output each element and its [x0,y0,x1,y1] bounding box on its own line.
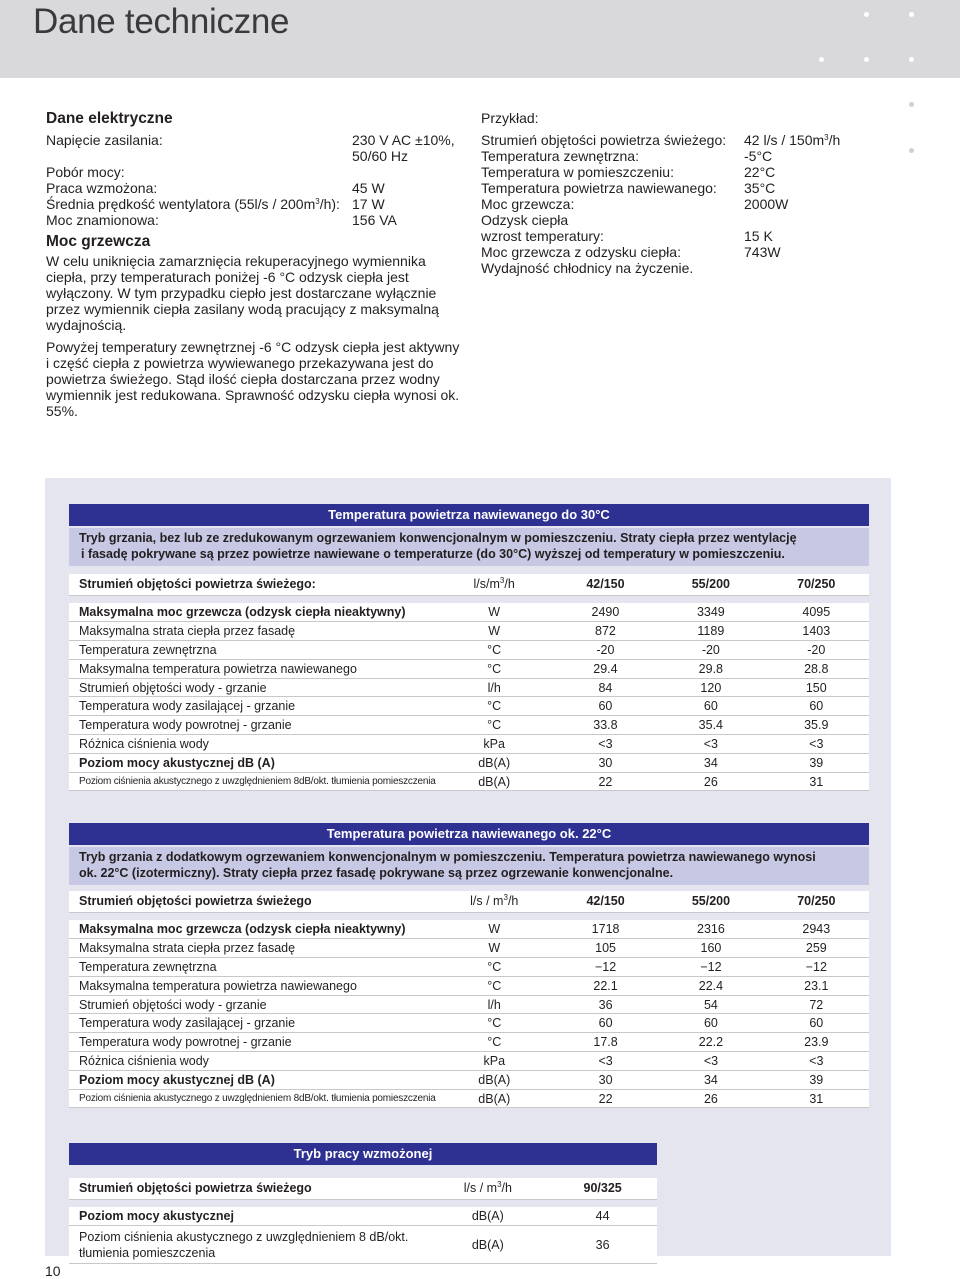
section-title: Tryb pracy wzmożonej [69,1143,657,1165]
row-value: 22.4 [658,976,763,995]
column-header-name: Strumień objętości powietrza świeżego [69,1178,427,1199]
decor-dot [909,148,914,153]
row-label: Różnica ciśnienia wody [69,735,436,754]
rated-label: Moc znamionowa: [46,212,159,228]
row-value: 60 [553,697,658,716]
row-value: 105 [553,939,658,958]
row-label: Poziom mocy akustycznej [69,1207,427,1226]
row-unit: dB(A) [436,753,553,772]
row-unit: dB(A) [436,772,553,791]
row-value: 36 [553,995,658,1014]
row-label: Temperatura wody zasilającej - grzanie [69,697,436,716]
row-label-line: Poziom ciśnienia akustycznego z uwzględnieniem 8 dB/okt. [79,1229,409,1244]
example-label: Temperatura powietrza nawiewanego: [481,180,717,196]
row-unit: °C [436,1033,553,1052]
row-label: Maksymalna strata ciepła przez fasadę [69,939,436,958]
example-value: 15 K [744,228,773,244]
example-label: Strumień objętości powietrza świeżego: [481,132,727,148]
row-value: 22 [553,1089,658,1108]
row-label: Maksymalna moc grzewcza (odzysk ciepła nieaktywny) [69,603,436,622]
row-label: Różnica ciśnienia wody [69,1052,436,1071]
table-spacer [69,912,869,920]
example-row [481,180,901,196]
table-header-row [69,891,869,912]
example-label: Moc grzewcza z odzysku ciepła: [481,244,681,260]
section-description-line: Tryb grzania, bez lub ze zredukowanym ogrzewaniem konwencjonalnym w pomieszczeniu. Straty ciepła przez wentylację [79,531,797,545]
row-value: <3 [764,735,869,754]
row-value: 60 [764,697,869,716]
row-value: 34 [658,753,763,772]
row-label: Maksymalna strata ciepła przez fasadę [69,622,436,641]
row-value: 1718 [553,920,658,939]
row-value: 54 [658,995,763,1014]
row-value: 30 [553,1070,658,1089]
row-value: 17.8 [553,1033,658,1052]
example-value: 2000W [744,196,789,212]
decor-dot [909,57,914,62]
boost-row [46,180,466,196]
section-title: Temperatura powietrza nawiewanego do 30°C [69,504,869,526]
table-spacer-cell [69,912,869,920]
section-supply-30c [69,504,869,791]
row-value: 29.4 [553,659,658,678]
table-spacer [69,595,869,603]
table-header-row [69,574,869,595]
section-title: Temperatura powietrza nawiewanego ok. 22°C [69,823,869,845]
row-unit: dB(A) [436,1089,553,1108]
row-value: 150 [764,678,869,697]
heater-heading: Moc grzewcza [46,233,151,250]
example-value: 743W [744,244,781,260]
row-value: 26 [658,772,763,791]
row-label: Temperatura wody zasilającej - grzanie [69,1014,436,1033]
avg-row [46,196,466,212]
example-label: Temperatura zewnętrzna: [481,148,639,164]
example-value: 35°C [744,180,776,196]
row-unit: °C [436,716,553,735]
column-header-value: 70/250 [764,891,869,912]
row-unit: dB(A) [427,1226,548,1264]
page-number: 10 [45,1263,61,1279]
row-value: −12 [764,958,869,977]
table-row [69,958,869,977]
example-section [481,110,901,276]
voltage-row [46,132,466,148]
row-unit: l/h [436,678,553,697]
data-table [69,1178,657,1264]
row-value: 1189 [658,622,763,641]
row-unit: °C [436,697,553,716]
row-label: Temperatura zewnętrzna [69,641,436,660]
table-row [69,735,869,754]
decor-dot [819,57,824,62]
row-value: 2490 [553,603,658,622]
row-label: Poziom ciśnienia akustycznego z uwzględnieniem 8dB/okt. tłumienia pomieszczenia [69,772,436,791]
row-unit: kPa [436,1052,553,1071]
row-value: <3 [764,1052,869,1071]
table-header-row [69,1178,657,1199]
column-header-value: 55/200 [658,891,763,912]
row-unit: °C [436,976,553,995]
row-value: 35.9 [764,716,869,735]
example-row [481,164,901,180]
row-value: <3 [658,1052,763,1071]
boost-value: 45 W [352,180,385,196]
row-label: Temperatura zewnętrzna [69,958,436,977]
row-value: 23.1 [764,976,869,995]
row-value: 26 [658,1089,763,1108]
power-row [46,164,466,180]
table-row [69,1226,657,1264]
row-label: Poziom mocy akustycznej dB (A) [69,753,436,772]
power-label: Pobór mocy: [46,164,125,180]
row-unit: W [436,920,553,939]
column-header-value: 70/250 [764,574,869,595]
table-row [69,716,869,735]
table-row [69,753,869,772]
electrical-heading: Dane elektryczne [46,110,173,127]
example-value: -5°C [744,148,773,164]
row-unit: W [436,622,553,641]
row-unit: °C [436,641,553,660]
heater-paragraph-2: Powyżej temperatury zewnętrznej -6 °C odzysk ciepła jest aktywny i część ciepła z powietrza wywiewanego przekazywana jest do powietrza świeżego. Stąd ilość ciepła dostarczana przez wodny wymiennik jest redukowana. Sprawność odzysku ciepła wynosi ok. 55%. [46,339,460,419]
row-value: 29.8 [658,659,763,678]
table-row [69,622,869,641]
column-header-name: Strumień objętości powietrza świeżego [69,891,436,912]
table-row [69,1070,869,1089]
column-header-value: 42/150 [553,891,658,912]
table-row [69,678,869,697]
decor-dot [909,12,914,17]
row-value: −12 [553,958,658,977]
table-row [69,976,869,995]
row-unit: dB(A) [427,1207,548,1226]
decor-dot [864,57,869,62]
row-label: Maksymalna temperatura powietrza nawiewanego [69,976,436,995]
example-rows [481,132,901,260]
row-value: 33.8 [553,716,658,735]
table-spacer-cell [69,1199,657,1207]
row-value: 84 [553,678,658,697]
row-label-line: tłumienia pomieszczenia [79,1245,216,1260]
row-label: Strumień objętości wody - grzanie [69,995,436,1014]
example-label: Temperatura w pomieszczeniu: [481,164,674,180]
column-header-value: 90/325 [548,1178,657,1199]
row-value: −12 [658,958,763,977]
row-value: 39 [764,1070,869,1089]
row-value: -20 [658,641,763,660]
row-value: 23.9 [764,1033,869,1052]
row-value: 36 [548,1226,657,1264]
section-description-line: ok. 22°C (izotermiczny). Straty ciepła przez fasadę pokrywane są przez ogrzewanie konwencjonalne. [79,865,674,880]
column-header-value: 42/150 [553,574,658,595]
row-value: 160 [658,939,763,958]
row-value: 60 [658,697,763,716]
column-header-name: Strumień objętości powietrza świeżego: [69,574,436,595]
example-row [481,148,901,164]
example-row [481,132,901,148]
row-unit: l/h [436,995,553,1014]
row-value: <3 [658,735,763,754]
row-unit: W [436,939,553,958]
table-row [69,1089,869,1108]
rated-row [46,212,466,228]
row-unit: W [436,603,553,622]
row-value: 72 [764,995,869,1014]
table-row [69,772,869,791]
page-title: Dane techniczne [33,2,290,41]
table-spacer [69,1199,657,1207]
section-description-line: Tryb grzania z dodatkowym ogrzewaniem konwencjonalnym w pomieszczeniu. Temperatura powietrza nawiewanego wynosi [79,850,816,864]
column-header-unit: $l/s/m^3/h$ [436,574,553,595]
electrical-section [46,110,466,419]
row-label: Poziom mocy akustycznej dB (A) [69,1070,436,1089]
voltage-frequency: 50/60 Hz [352,148,409,164]
row-value: 31 [764,1089,869,1108]
decor-dot [864,12,869,17]
example-label: wzrost temperatury: [481,228,604,244]
table-row [69,939,869,958]
table-spacer-cell [69,595,869,603]
heater-paragraph-1: W celu uniknięcia zamarznięcia rekuperacyjnego wymiennika ciepła, przy temperaturach poniżej -6 °C odzysk ciepła jest wyłączony. W tym przypadku ciepło jest dostarczane wyłącznie przez wymiennik ciepła zasilany wodą pracujący z maksymalną wydajnością. [46,253,439,333]
row-value: 28.8 [764,659,869,678]
row-label: Maksymalna moc grzewcza (odzysk ciepła nieaktywny) [69,920,436,939]
row-value: <3 [553,1052,658,1071]
decor-dot [909,102,914,107]
table-row [69,1014,869,1033]
row-value: 22.2 [658,1033,763,1052]
row-unit: °C [436,659,553,678]
table-row [69,995,869,1014]
row-value: 4095 [764,603,869,622]
row-value: -20 [553,641,658,660]
row-label: Strumień objętości wody - grzanie [69,678,436,697]
voltage-value: 230 V AC ±10%, [352,132,455,148]
row-value: 3349 [658,603,763,622]
section-description [69,528,869,566]
column-header-unit: $l/s / m^3/h$ [427,1178,548,1199]
row-label: Temperatura wody powrotnej - grzanie [69,716,436,735]
row-unit: kPa [436,735,553,754]
boost-label: Praca wzmożona: [46,180,158,196]
table-row [69,1052,869,1071]
rated-value: 156 VA [352,212,397,228]
example-footer: Wydajność chłodnicy na życzenie. [481,260,694,276]
row-value: 2943 [764,920,869,939]
example-label: Moc grzewcza: [481,196,575,212]
row-value: 60 [658,1014,763,1033]
row-value: 60 [553,1014,658,1033]
row-value: 39 [764,753,869,772]
row-value: 34 [658,1070,763,1089]
row-label: Maksymalna temperatura powietrza nawiewanego [69,659,436,678]
example-heading: Przykład: [481,110,539,126]
example-row [481,212,901,228]
table-row [69,920,869,939]
column-header-unit: $l/s / m^3/h$ [436,891,553,912]
row-unit: °C [436,958,553,977]
example-row [481,228,901,244]
table-row [69,1033,869,1052]
example-value: 42 $l/s / 150m^3/h$ [744,132,841,148]
section-description-line: i fasadę pokrywane są przez powietrze nawiewane o temperaturze (do 30°C) wyższej od temperatury w pomieszczeniu. [81,546,785,561]
data-table [69,574,869,791]
avg-label: Średnia prędkość wentylatora $(55l/s / 200m^3/h)$: [46,196,340,212]
row-value: 22.1 [553,976,658,995]
example-label: Odzysk ciepła [481,212,569,228]
table-row [69,641,869,660]
table-row [69,659,869,678]
row-value: 30 [553,753,658,772]
row-value: <3 [553,735,658,754]
row-value: 44 [548,1207,657,1226]
row-value: 35.4 [658,716,763,735]
row-value: 120 [658,678,763,697]
voltage-label: Napięcie zasilania: [46,132,163,148]
section-boost [69,1143,657,1264]
row-value: 872 [553,622,658,641]
row-value: 22 [553,772,658,791]
column-header-value: 55/200 [658,574,763,595]
example-value: 22°C [744,164,776,180]
table-row [69,1207,657,1226]
section-supply-22c [69,823,869,1108]
row-value: 31 [764,772,869,791]
row-unit: dB(A) [436,1070,553,1089]
row-value: 2316 [658,920,763,939]
row-value: 259 [764,939,869,958]
section-description [69,847,869,885]
row-label [69,1226,427,1264]
row-value: 1403 [764,622,869,641]
row-label: Poziom ciśnienia akustycznego z uwzględnieniem 8dB/okt. tłumienia pomieszczenia [69,1089,436,1108]
example-row [481,244,901,260]
example-row [481,196,901,212]
avg-value: 17 W [352,196,385,212]
table-row [69,697,869,716]
table-row [69,603,869,622]
voltage-row-2 [46,148,466,164]
data-table [69,891,869,1108]
row-value: -20 [764,641,869,660]
row-unit: °C [436,1014,553,1033]
row-value: 60 [764,1014,869,1033]
row-label: Temperatura wody powrotnej - grzanie [69,1033,436,1052]
